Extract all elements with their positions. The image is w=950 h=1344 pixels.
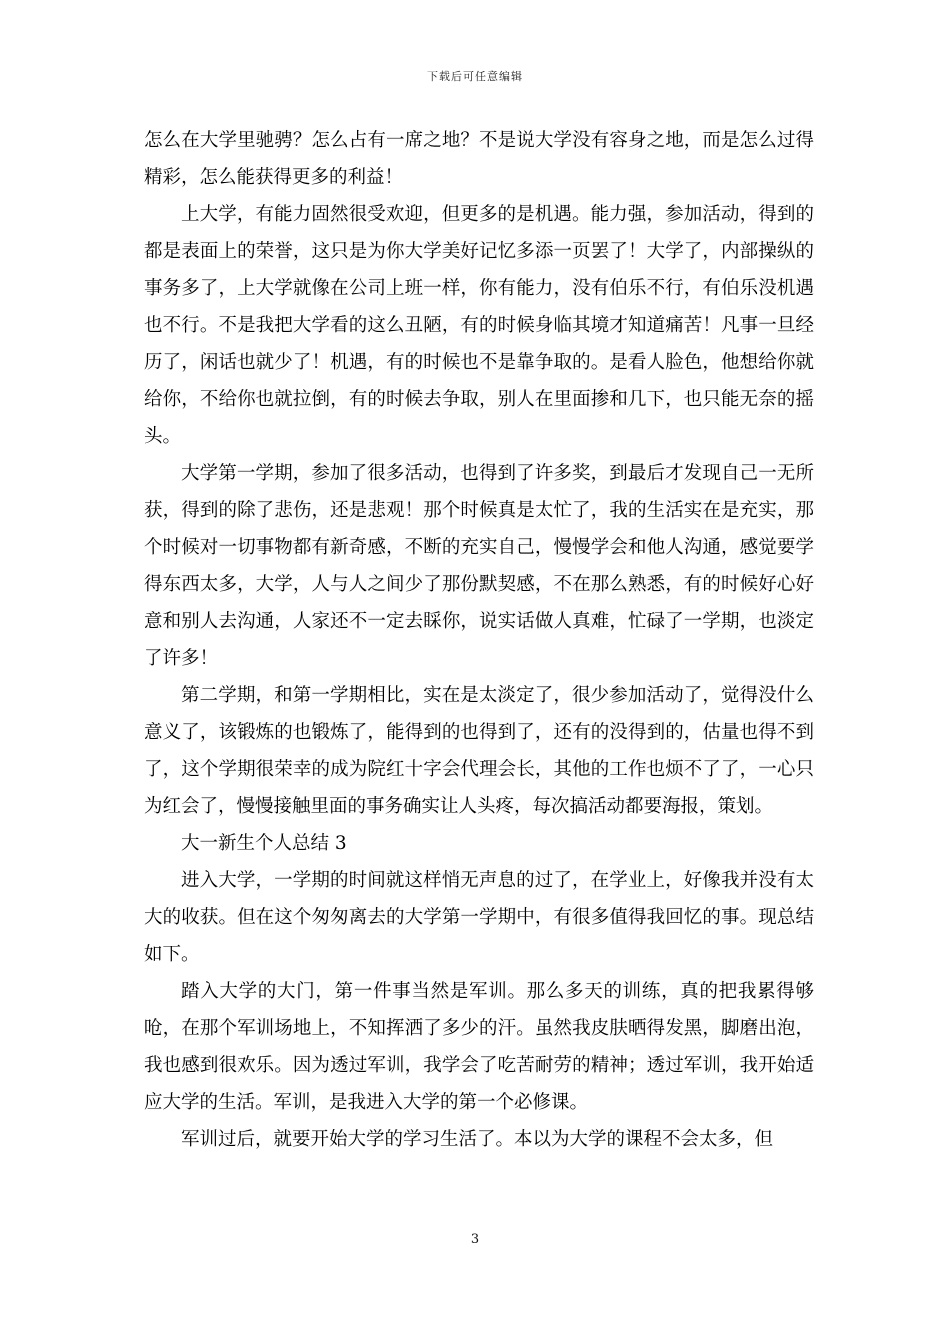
document-body [144, 122, 814, 1158]
section-heading: 大一新生个人总结 3 [181, 833, 347, 854]
paragraph: 军训过后，就要开始大学的学习生活了。本以为大学的课程不会太多，但 [181, 1129, 774, 1150]
page-number: 3 [470, 1232, 480, 1247]
paragraph: 进入大学，一学期的时间就这样悄无声息的过了，在学业上，好像我并没有太大的收获。但在这个匆匆离去的大学第一学期中，有很多值得我回忆的事。现总结如下。 [144, 870, 814, 965]
paragraph: 上大学，有能力固然很受欢迎，但更多的是机遇。能力强，参加活动，得到的都是表面上的荣誉，这只是为你大学美好记忆多添一页罢了！大学了，内部操纵的事务多了，上大学就像在公司上班一样，你有能力，没有伯乐不行，有伯乐没机遇也不行。不是我把大学看的这么丑陋，有的时候身临其境才知道痛苦！凡事一旦经历了，闲话也就少了！机遇，有的时候也不是靠争取的。是看人脸色，他想给你就给你，不给你也就拉倒，有的时候去争取，别人在里面掺和几下，也只能无奈的摇头。 [144, 204, 814, 447]
paragraph: 怎么在大学里驰骋？怎么占有一席之地？不是说大学没有容身之地，而是怎么过得精彩，怎么能获得更多的利益！ [144, 130, 814, 188]
paragraph: 大学第一学期，参加了很多活动，也得到了许多奖，到最后才发现自己一无所获，得到的除了悲伤，还是悲观！那个时候真是太忙了，我的生活实在是充实，那个时候对一切事物都有新奇感，不断的充实自己，慢慢学会和他人沟通，感觉要学得东西太多，大学，人与人之间少了那份默契感，不在那么熟悉，有的时候好心好意和别人去沟通，人家还不一定去睬你，说实话做人真难，忙碌了一学期，也淡定了许多！ [144, 463, 814, 669]
paragraph: 第二学期，和第一学期相比，实在是太淡定了，很少参加活动了，觉得没什么意义了，该锻炼的也锻炼了，能得到的也得到了，还有的没得到的，估量也得不到了，这个学期很荣幸的成为院红十字会代理会长，其他的工作也烦不了了，一心只为红会了，慢慢接触里面的事务确实让人头疼，每次搞活动都要海报，策划。 [144, 685, 814, 817]
page-header: 下载后可任意编辑 [427, 70, 523, 83]
paragraph: 踏入大学的大门，第一件事当然是军训。那么多天的训练，真的把我累得够呛，在那个军训场地上，不知挥洒了多少的汗。虽然我皮肤晒得发黑，脚磨出泡，我也感到很欢乐。因为透过军训，我学会了吃苦耐劳的精神；透过军训，我开始适应大学的生活。军训，是我进入大学的第一个必修课。 [144, 981, 814, 1113]
